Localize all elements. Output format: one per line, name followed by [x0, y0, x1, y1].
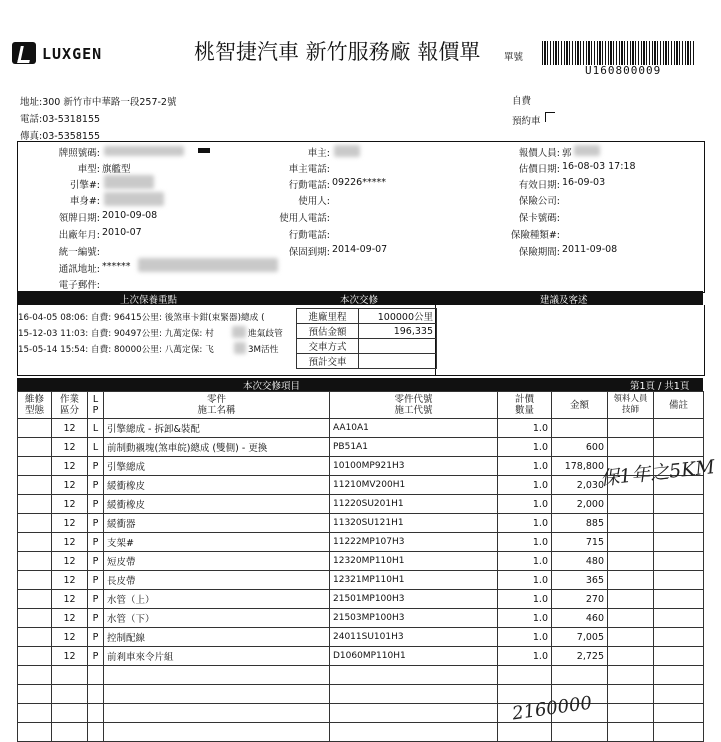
table-row	[18, 685, 704, 704]
cell-lp	[88, 666, 104, 685]
cell-qty	[498, 666, 552, 685]
valid-date-label: 有效日期:	[518, 180, 560, 191]
cell-work-class: 12	[52, 457, 88, 476]
page-indicator: 第1頁 / 共1頁	[630, 381, 690, 392]
cell-lp: P	[88, 590, 104, 609]
this-service-heading: 本次交修	[340, 295, 379, 306]
cell-repair-type	[18, 571, 52, 590]
last-service-tail-2: 進氣歧管	[248, 329, 283, 339]
mobile-value: 09226*****	[332, 177, 386, 188]
cell-work-class: 12	[52, 609, 88, 628]
cell-work-class: 12	[52, 590, 88, 609]
cell-work-class: 12	[52, 514, 88, 533]
table-row	[18, 533, 704, 552]
cell-work-class: 12	[52, 438, 88, 457]
cell-work-class	[52, 704, 88, 723]
cell-technician	[608, 628, 654, 647]
cell-amount: 2,030	[552, 476, 608, 495]
cell-part-name	[104, 666, 330, 685]
quoter-redacted	[574, 145, 600, 156]
cell-amount	[552, 666, 608, 685]
cell-part-name: 短皮帶	[104, 552, 330, 571]
cell-technician	[608, 571, 654, 590]
quoter-label: 報價人員:	[518, 148, 560, 159]
cell-part-code: 11222MP107H3	[330, 533, 498, 552]
col-remark: 備註	[654, 392, 704, 419]
cell-work-class: 12	[52, 495, 88, 514]
cell-part-name	[104, 685, 330, 704]
license-date-label: 領牌日期:	[58, 213, 100, 224]
brand-logo-text: LUXGEN	[42, 45, 103, 63]
col-amount: 金額	[552, 392, 608, 419]
cell-technician	[608, 723, 654, 742]
cell-qty: 1.0	[498, 533, 552, 552]
col-work-class: 作業 區分	[52, 392, 88, 419]
cell-repair-type	[18, 685, 52, 704]
last-service-row-3: 15-05-14 15:54: 自費: 80000公里: 八萬定保: 飞	[18, 345, 214, 355]
col-part-code: 零件代號 施工代號	[330, 392, 498, 419]
table-row	[18, 514, 704, 533]
cell-part-code	[330, 723, 498, 742]
table-row	[18, 552, 704, 571]
factory-date-value: 2010-07	[102, 227, 142, 238]
cell-lp: P	[88, 609, 104, 628]
cell-amount: 885	[552, 514, 608, 533]
cell-part-name: 前剎車來令片組	[104, 647, 330, 666]
engine-redacted	[104, 175, 154, 189]
cell-qty: 1.0	[498, 457, 552, 476]
insurance-period-value: 2011-09-08	[562, 244, 618, 255]
model-label: 車型:	[77, 164, 100, 175]
insurance-type-label: 保險種類#:	[510, 230, 560, 241]
cell-lp: P	[88, 495, 104, 514]
cell-remark	[654, 495, 704, 514]
email-label: 電子郵件:	[58, 280, 100, 291]
quote-date-value: 16-08-03 17:18	[562, 161, 636, 172]
warranty-label: 保固到期:	[288, 247, 330, 258]
plate-label: 牌照號碼:	[58, 148, 100, 159]
last-service-redacted-3	[234, 342, 246, 354]
cell-repair-type	[18, 628, 52, 647]
cell-qty: 1.0	[498, 628, 552, 647]
cell-technician	[608, 495, 654, 514]
cell-part-code: 11210MV200H1	[330, 476, 498, 495]
shop-fax: 傳真:03-5358155	[20, 131, 101, 142]
items-table	[17, 391, 704, 742]
col-qty: 計價 數量	[498, 392, 552, 419]
cell-repair-type	[18, 419, 52, 438]
cell-part-code: 11220SU201H1	[330, 495, 498, 514]
mail-address-label: 通訊地址:	[58, 264, 100, 275]
cell-remark	[654, 666, 704, 685]
cell-amount: 460	[552, 609, 608, 628]
cell-amount: 7,005	[552, 628, 608, 647]
cell-lp: P	[88, 476, 104, 495]
reservation-checkbox	[545, 112, 555, 122]
delivery-method-label: 交車方式	[297, 339, 359, 354]
cell-part-code: 11320SU121H1	[330, 514, 498, 533]
items-header-bar	[17, 378, 703, 391]
cell-technician	[608, 590, 654, 609]
cell-remark	[654, 609, 704, 628]
cell-part-name	[104, 723, 330, 742]
cell-qty: 1.0	[498, 495, 552, 514]
quoter-value: 郭	[562, 148, 572, 159]
user-phone-label: 使用人電話:	[279, 213, 330, 224]
cell-repair-type	[18, 647, 52, 666]
cell-amount: 715	[552, 533, 608, 552]
cell-qty: 1.0	[498, 590, 552, 609]
owner-label: 車主:	[307, 148, 330, 159]
cell-part-code: PB51A1	[330, 438, 498, 457]
cell-part-code: 10100MP921H3	[330, 457, 498, 476]
cell-part-name: 支架#	[104, 533, 330, 552]
valid-date-value: 16-09-03	[562, 177, 606, 188]
model-value: 旗艦型	[102, 164, 131, 175]
cell-remark	[654, 590, 704, 609]
delivery-time-value	[359, 354, 437, 369]
col-technician: 領料人員 技師	[608, 392, 654, 419]
cell-part-name: 長皮帶	[104, 571, 330, 590]
cell-part-name: 前制動襯塊(煞車皖)總成 (雙側) - 更換	[104, 438, 330, 457]
cell-amount	[552, 723, 608, 742]
mileage-label: 進廠里程	[297, 309, 359, 324]
cell-lp: P	[88, 514, 104, 533]
cell-technician	[608, 609, 654, 628]
barcode-icon	[542, 41, 694, 65]
insurance-card-label: 保卡號碼:	[518, 213, 560, 224]
cell-repair-type	[18, 552, 52, 571]
shop-phone: 電話:03-5318155	[20, 114, 101, 125]
factory-date-label: 出廠年月:	[58, 230, 100, 241]
cell-lp: L	[88, 419, 104, 438]
handwritten-total: 2160000	[510, 692, 594, 725]
plate-mark	[198, 148, 210, 153]
cell-lp: P	[88, 628, 104, 647]
table-row	[18, 438, 704, 457]
cell-work-class	[52, 723, 88, 742]
handwritten-note: 保1年之5KM	[599, 456, 716, 490]
cell-qty: 1.0	[498, 419, 552, 438]
table-row	[18, 419, 704, 438]
doc-number-label: 單號	[504, 52, 524, 63]
cell-repair-type	[18, 438, 52, 457]
cell-amount: 270	[552, 590, 608, 609]
cell-technician	[608, 685, 654, 704]
cell-part-name: 水管（上）	[104, 590, 330, 609]
cell-repair-type	[18, 704, 52, 723]
cell-repair-type	[18, 666, 52, 685]
body-label: 車身#:	[69, 196, 100, 207]
cell-qty: 1.0	[498, 438, 552, 457]
last-service-row-2: 15-12-03 11:03: 自費: 90497公里: 九萬定保: 村	[18, 329, 214, 339]
cell-technician	[608, 704, 654, 723]
insurance-period-label: 保險期間:	[518, 247, 560, 258]
cell-lp: P	[88, 533, 104, 552]
cell-repair-type	[18, 476, 52, 495]
cell-repair-type	[18, 723, 52, 742]
table-row	[18, 495, 704, 514]
cell-lp	[88, 685, 104, 704]
cell-repair-type	[18, 514, 52, 533]
cell-remark	[654, 685, 704, 704]
reservation-label: 預約車	[512, 116, 541, 127]
cell-part-name	[104, 704, 330, 723]
cell-work-class: 12	[52, 647, 88, 666]
cell-work-class: 12	[52, 419, 88, 438]
cell-part-code: 21503MP100H3	[330, 609, 498, 628]
luxgen-logo-icon	[12, 42, 36, 64]
cell-qty: 1.0	[498, 609, 552, 628]
cell-part-name: 緩衝器	[104, 514, 330, 533]
cell-remark	[654, 704, 704, 723]
payment-type: 自費	[512, 96, 532, 107]
table-row	[18, 647, 704, 666]
cell-part-code: 12321MP110H1	[330, 571, 498, 590]
advice-heading: 建議及客述	[540, 295, 588, 306]
cell-repair-type	[18, 457, 52, 476]
cell-qty	[498, 723, 552, 742]
cell-lp: P	[88, 457, 104, 476]
mail-address-redacted	[138, 258, 278, 272]
cell-technician	[608, 514, 654, 533]
mileage-value: 100000公里	[359, 309, 437, 324]
cell-work-class: 12	[52, 571, 88, 590]
owner-phone-label: 車主電話:	[288, 164, 330, 175]
cell-part-name: 緩衝橡皮	[104, 476, 330, 495]
cell-amount: 600	[552, 438, 608, 457]
cell-qty: 1.0	[498, 571, 552, 590]
table-row	[18, 723, 704, 742]
cell-technician	[608, 438, 654, 457]
table-header-row	[18, 392, 704, 419]
last-service-tail-3: 3M活性	[248, 345, 279, 355]
cell-repair-type	[18, 495, 52, 514]
cell-remark	[654, 647, 704, 666]
col-part-name: 零件 施工名稱	[104, 392, 330, 419]
cell-part-code	[330, 666, 498, 685]
cell-work-class: 12	[52, 552, 88, 571]
cell-part-code: 21501MP100H3	[330, 590, 498, 609]
cell-qty: 1.0	[498, 647, 552, 666]
cell-lp: P	[88, 571, 104, 590]
cell-work-class: 12	[52, 628, 88, 647]
table-row	[18, 571, 704, 590]
warranty-value: 2014-09-07	[332, 244, 388, 255]
estimate-value: 196,335	[359, 324, 437, 339]
cell-lp	[88, 723, 104, 742]
cell-remark	[654, 628, 704, 647]
cell-technician	[608, 419, 654, 438]
col-repair-type: 維修 型態	[18, 392, 52, 419]
cell-part-code: D1060MP110H1	[330, 647, 498, 666]
this-service-table	[296, 308, 437, 369]
tax-id-label: 統一編號:	[58, 247, 100, 258]
table-row	[18, 628, 704, 647]
cell-repair-type	[18, 609, 52, 628]
estimate-label: 預估金額	[297, 324, 359, 339]
cell-part-code	[330, 704, 498, 723]
cell-repair-type	[18, 590, 52, 609]
cell-part-name: 水管（下）	[104, 609, 330, 628]
license-date-value: 2010-09-08	[102, 210, 158, 221]
delivery-method-value	[359, 339, 437, 354]
cell-part-name: 引擎總成 - 拆卸&裝配	[104, 419, 330, 438]
cell-lp: P	[88, 647, 104, 666]
cell-part-name: 緩衝橡皮	[104, 495, 330, 514]
cell-technician	[608, 552, 654, 571]
cell-remark	[654, 723, 704, 742]
cell-lp: P	[88, 552, 104, 571]
table-row	[18, 704, 704, 723]
mobile-label: 行動電話:	[288, 180, 330, 191]
user-mobile-label: 行動電話:	[288, 230, 330, 241]
mail-address-value: ******	[102, 261, 131, 272]
barcode-number: U160800009	[585, 64, 662, 77]
shop-address: 地址:300 新竹市中華路一段257-2號	[20, 97, 177, 108]
cell-remark	[654, 514, 704, 533]
cell-technician	[608, 647, 654, 666]
last-service-redacted-2	[232, 326, 246, 338]
cell-part-code	[330, 685, 498, 704]
plate-redacted	[104, 146, 184, 156]
insurer-label: 保險公司:	[518, 196, 560, 207]
cell-part-code: AA10A1	[330, 419, 498, 438]
cell-technician	[608, 666, 654, 685]
page-title: 桃智捷汽車 新竹服務廠 報價單	[194, 40, 481, 64]
cell-part-name: 引擎總成	[104, 457, 330, 476]
cell-work-class: 12	[52, 476, 88, 495]
items-title: 本次交修項目	[243, 381, 301, 392]
last-service-heading: 上次保養重點	[120, 295, 178, 306]
cell-part-code: 24011SU101H3	[330, 628, 498, 647]
col-lp: L P	[88, 392, 104, 419]
cell-amount: 480	[552, 552, 608, 571]
quote-date-label: 估價日期:	[518, 164, 560, 175]
cell-work-class	[52, 666, 88, 685]
table-row	[18, 666, 704, 685]
body-redacted	[104, 192, 164, 206]
cell-amount: 2,000	[552, 495, 608, 514]
cell-qty: 1.0	[498, 514, 552, 533]
owner-redacted	[334, 145, 360, 157]
cell-amount: 365	[552, 571, 608, 590]
cell-technician	[608, 533, 654, 552]
cell-remark	[654, 419, 704, 438]
delivery-time-label: 預計交車	[297, 354, 359, 369]
cell-work-class: 12	[52, 533, 88, 552]
cell-amount	[552, 419, 608, 438]
cell-remark	[654, 533, 704, 552]
cell-remark	[654, 552, 704, 571]
cell-lp: L	[88, 438, 104, 457]
cell-amount: 2,725	[552, 647, 608, 666]
cell-qty: 1.0	[498, 476, 552, 495]
table-row	[18, 590, 704, 609]
cell-amount: 178,800	[552, 457, 608, 476]
engine-label: 引擎#:	[69, 180, 100, 191]
cell-repair-type	[18, 533, 52, 552]
table-row	[18, 609, 704, 628]
cell-part-code: 12320MP110H1	[330, 552, 498, 571]
user-label: 使用人:	[298, 196, 330, 207]
cell-part-name: 控制配線	[104, 628, 330, 647]
cell-lp	[88, 704, 104, 723]
cell-work-class	[52, 685, 88, 704]
cell-qty: 1.0	[498, 552, 552, 571]
last-service-row-1: 16-04-05 08:06: 自費: 96415公里: 後煞車卡鉗(束緊器)總成 (	[18, 313, 265, 323]
cell-remark	[654, 571, 704, 590]
